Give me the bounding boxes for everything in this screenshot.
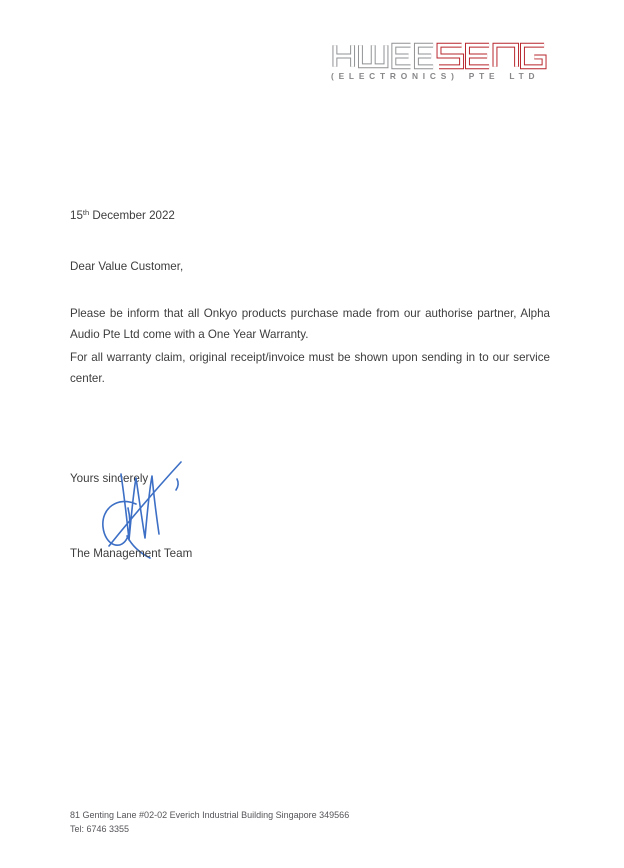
paragraph-warranty-line1: Please be inform that all Onkyo products purchase made from our authorise partner, Alpha	[70, 307, 550, 320]
signoff: The Management Team	[70, 547, 193, 560]
paragraph-warranty-line2: Audio Pte Ltd come with a One Year Warranty.	[70, 328, 309, 341]
paragraph-claim-line2: center.	[70, 372, 105, 385]
paragraph-claim	[70, 347, 550, 389]
date-day: 15	[70, 209, 83, 222]
paragraph-warranty	[70, 303, 550, 345]
salutation: Dear Value Customer,	[70, 260, 184, 273]
footer-tel: Tel: 6746 3355	[70, 823, 130, 834]
date-rest: December 2022	[89, 209, 175, 222]
company-logo	[330, 42, 548, 82]
logo-tagline: (ELECTRONICS) PTE LTD	[331, 71, 540, 81]
closing: Yours sincerely	[70, 472, 149, 485]
date-line	[70, 205, 550, 227]
logo-wordmark-icon	[330, 42, 548, 70]
footer-address: 81 Genting Lane #02-02 Everich Industrial Building Singapore 349566	[70, 810, 350, 820]
date-ordinal-suffix: th	[82, 208, 90, 217]
paragraph-claim-line1: For all warranty claim, original receipt/invoice must be shown upon sending in to our service	[70, 351, 550, 364]
footer	[70, 809, 349, 836]
